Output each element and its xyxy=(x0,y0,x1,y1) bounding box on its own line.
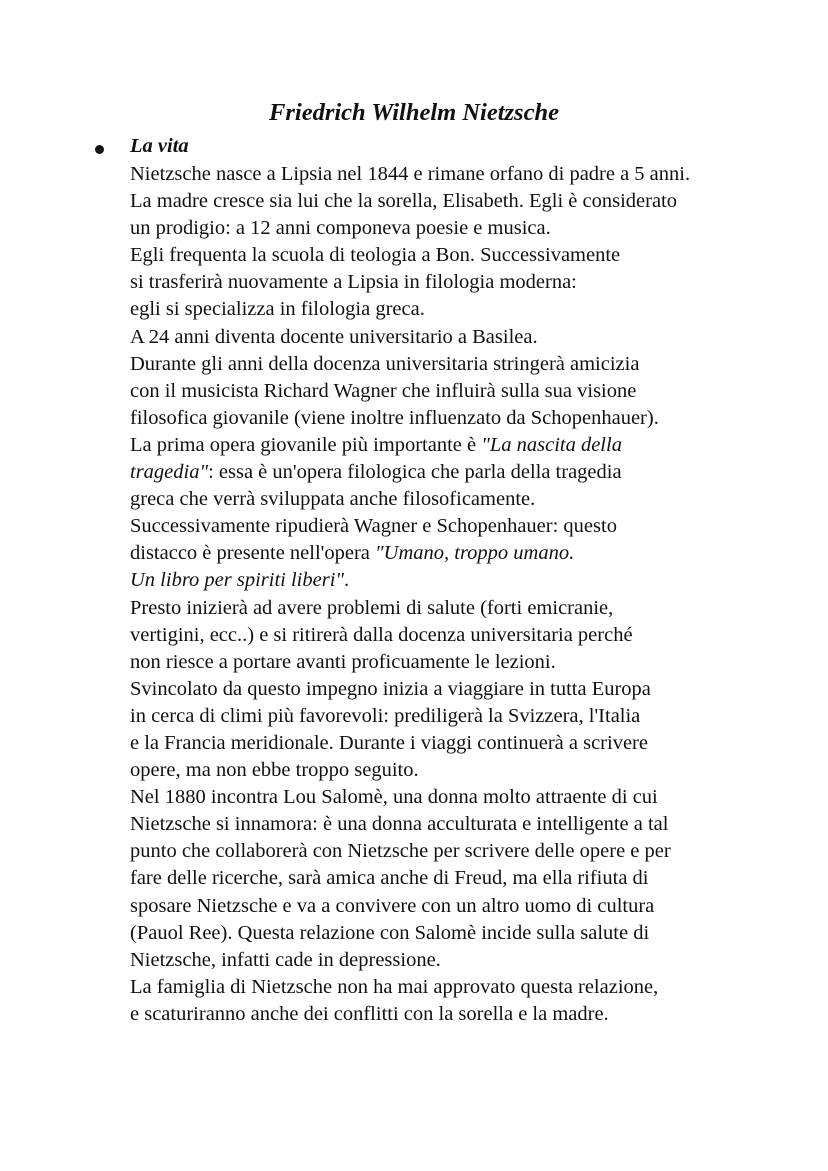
text-line xyxy=(130,567,790,594)
text-span: : essa è un'opera filologica che parla della tragedia xyxy=(208,461,622,484)
text-span: non riesce a portare avanti proficuamente le lezioni. xyxy=(130,650,556,673)
text-line xyxy=(130,649,790,676)
text-line xyxy=(130,757,790,784)
text-line xyxy=(130,215,790,242)
text-line xyxy=(130,920,790,947)
text-line xyxy=(130,595,790,622)
text-line xyxy=(130,269,790,296)
text-line xyxy=(130,161,790,188)
text-line xyxy=(130,351,790,378)
text-line xyxy=(130,703,790,730)
text-span: un prodigio: a 12 anni componeva poesie e musica. xyxy=(130,217,551,240)
text-line xyxy=(130,378,790,405)
text-span: Durante gli anni della docenza universitaria stringerà amicizia xyxy=(130,352,640,375)
text-span: egli si specializza in filologia greca. xyxy=(130,298,425,321)
text-span: punto che collaborerà con Nietzsche per scrivere delle opere e per xyxy=(130,840,671,863)
text-span: sposare Nietzsche e va a convivere con un altro uomo di cultura xyxy=(130,894,655,917)
text-line xyxy=(130,622,790,649)
text-span: greca che verrà sviluppata anche filosoficamente. xyxy=(130,488,536,511)
italic-text-span: tragedia" xyxy=(130,461,209,484)
text-span: Egli frequenta la scuola di teologia a Bon. Successivamente xyxy=(130,244,621,267)
text-span: A 24 anni diventa docente universitario a Basilea. xyxy=(130,325,538,348)
document-title: Friedrich Wilhelm Nietzsche xyxy=(269,99,559,126)
text-line xyxy=(130,1001,790,1028)
text-span: Svincolato da questo impegno inizia a viaggiare in tutta Europa xyxy=(130,677,651,700)
text-line xyxy=(130,893,790,920)
text-line xyxy=(130,811,790,838)
text-line xyxy=(130,540,790,567)
text-line xyxy=(130,513,790,540)
text-span: Nietzsche, infatti cade in depressione. xyxy=(130,948,441,971)
text-span: si trasferirà nuovamente a Lipsia in filologia moderna: xyxy=(130,271,577,294)
italic-text-span: "Umano, troppo umano. xyxy=(375,542,575,565)
text-line xyxy=(130,188,790,215)
text-line xyxy=(130,405,790,432)
text-span: (Pauol Ree). Questa relazione con Salomè incide sulla salute di xyxy=(130,921,650,944)
text-line xyxy=(130,459,790,486)
text-line xyxy=(130,784,790,811)
text-span: La madre cresce sia lui che la sorella, Elisabeth. Egli è considerato xyxy=(130,190,678,213)
text-span: e scaturiranno anche dei conflitti con la sorella e la madre. xyxy=(130,1002,609,1025)
text-line xyxy=(130,865,790,892)
text-span: filosofica giovanile (viene inoltre influenzato da Schopenhauer). xyxy=(130,406,659,429)
text-line xyxy=(130,730,790,757)
text-span: fare delle ricerche, sarà amica anche di Freud, ma ella rifiuta di xyxy=(130,867,649,890)
text-line xyxy=(130,947,790,974)
text-span: La famiglia di Nietzsche non ha mai approvato questa relazione, xyxy=(130,975,659,998)
text-span: Nel 1880 incontra Lou Salomè, una donna molto attraente di cui xyxy=(130,786,658,809)
text-span: distacco è presente nell'opera xyxy=(130,542,376,565)
text-span: Successivamente ripudierà Wagner e Schopenhauer: questo xyxy=(130,515,617,538)
text-line xyxy=(130,838,790,865)
text-span: La prima opera giovanile più importante è xyxy=(130,433,482,456)
text-line xyxy=(130,432,790,459)
bullet-icon xyxy=(95,145,104,154)
text-line xyxy=(130,486,790,513)
text-line xyxy=(130,296,790,323)
section-heading: La vita xyxy=(130,135,189,157)
text-span: Nietzsche si innamora: è una donna acculturata e intelligente a tal xyxy=(130,813,669,836)
text-span: Presto inizierà ad avere problemi di salute (forti emicranie, xyxy=(130,596,614,619)
text-span: opere, ma non ebbe troppo seguito. xyxy=(130,759,419,782)
text-line xyxy=(130,324,790,351)
text-span: Nietzsche nasce a Lipsia nel 1844 e rimane orfano di padre a 5 anni. xyxy=(130,163,691,185)
text-span: vertigini, ecc..) e si ritirerà dalla docenza universitaria perché xyxy=(130,623,633,646)
italic-text-span: "La nascita della xyxy=(481,433,622,456)
text-line xyxy=(130,974,790,1001)
text-line xyxy=(130,676,790,703)
italic-text-span: Un libro per spiriti liberi" xyxy=(130,569,344,592)
section-body xyxy=(130,161,790,1028)
text-span: in cerca di climi più favorevoli: prediligerà la Svizzera, l'Italia xyxy=(130,704,641,727)
text-line xyxy=(130,242,790,269)
text-span: e la Francia meridionale. Durante i viaggi continuerà a scrivere xyxy=(130,731,648,754)
text-span: con il musicista Richard Wagner che influirà sulla sua visione xyxy=(130,379,637,402)
text-span: . xyxy=(344,569,350,592)
